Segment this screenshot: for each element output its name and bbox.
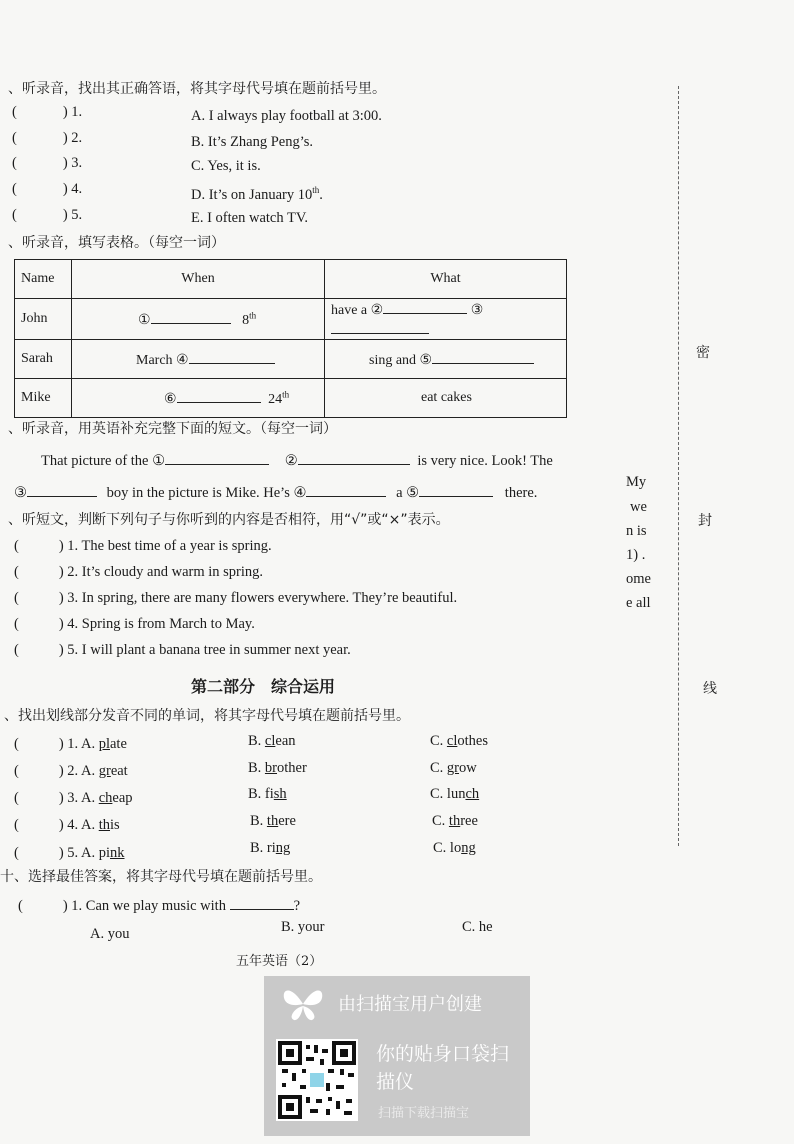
- option-b: B. your: [281, 919, 325, 935]
- list-item: ( ) 2. A. great: [14, 763, 128, 779]
- side-mark: 线: [703, 678, 717, 698]
- section2-heading: 、听录音，填写表格。（每空一词）: [8, 235, 225, 251]
- list-item: ( ) 3. In spring, there are many flowers everywhere. They’re beautiful.: [14, 590, 458, 606]
- bleed-text: we: [630, 499, 647, 515]
- answer-blank: [331, 319, 429, 334]
- section1-heading: 、听录音，找出其正确答语，将其字母代号填在题前括号里。: [8, 81, 386, 97]
- question-1: ( ) 1. Can we play music with ?: [18, 895, 300, 915]
- option-a: A. you: [90, 926, 130, 942]
- answer-blank: [151, 309, 231, 324]
- bleed-text: 1) .: [626, 547, 646, 563]
- option-c: C. long: [433, 840, 476, 856]
- list-item: ( ) 2.: [12, 130, 83, 146]
- cell-what: sing and ⑤: [325, 340, 567, 379]
- list-item: ( ) 4. Spring is from March to May.: [14, 616, 255, 632]
- list-item: ( ) 2. It’s cloudy and warm in spring.: [14, 564, 264, 580]
- list-item: ( ) 3. A. cheap: [14, 790, 133, 806]
- option-b: B. brother: [248, 760, 307, 776]
- list-item: ( ) 1.: [12, 104, 83, 120]
- passage-line-2: ③ boy in the picture is Mike. He’s ④ a ⑤ there.: [14, 482, 537, 502]
- answer-blank: [189, 349, 275, 364]
- section5-heading: 、找出划线部分发音不同的单词，将其字母代号填在题前括号里。: [4, 708, 410, 724]
- cell-name: John: [15, 299, 72, 340]
- side-mark: 密: [696, 342, 710, 362]
- part-title: 第二部分 综合运用: [191, 677, 336, 696]
- bleed-text: n is: [626, 523, 647, 539]
- qr-code-icon: [276, 1039, 358, 1121]
- answer-option: D. It’s on January 10th.: [191, 185, 323, 203]
- header-name: Name: [15, 260, 72, 299]
- bleed-text: My: [626, 474, 647, 490]
- cell-name: Mike: [15, 379, 72, 418]
- bleed-text: ome: [626, 571, 651, 587]
- butterfly-icon: [280, 984, 326, 1024]
- list-item: ( ) 4. A. this: [14, 817, 120, 833]
- table-row: [15, 299, 567, 340]
- answer-blank: [383, 299, 467, 314]
- option-c: C. he: [462, 919, 493, 935]
- answer-option: A. I always play football at 3:00.: [191, 108, 382, 124]
- option-b: B. ring: [250, 840, 291, 856]
- answer-option: E. I often watch TV.: [191, 210, 309, 226]
- list-item: ( ) 3.: [12, 155, 83, 171]
- header-what: What: [325, 260, 567, 299]
- cell-what: have a ② ③: [325, 299, 567, 340]
- cell-name: Sarah: [15, 340, 72, 379]
- list-item: ( ) 5. I will plant a banana tree in summer next year.: [14, 642, 351, 658]
- option-b: B. there: [250, 813, 296, 829]
- section6-heading: 十、选择最佳答案，将其字母代号填在题前括号里。: [0, 869, 322, 885]
- table-row: [15, 340, 567, 379]
- answer-option: B. It’s Zhang Peng’s.: [191, 134, 314, 150]
- answer-blank: [432, 349, 534, 364]
- page-footer: 五年英语（2）: [236, 954, 323, 969]
- section4-heading: 、听短文，判断下列句子与你听到的内容是否相符，用“√”或“×”表示。: [8, 512, 450, 528]
- when-what-table: [14, 259, 567, 418]
- cell-when: ⑥ 24th: [72, 379, 325, 418]
- list-item: ( ) 5.: [12, 207, 83, 223]
- passage-line-1: That picture of the ① ② is very nice. Look! The: [41, 450, 553, 470]
- option-c: C. clothes: [430, 733, 488, 749]
- table-row: [15, 379, 567, 418]
- option-b: B. clean: [248, 733, 296, 749]
- watermark-title: 由扫描宝用户创建: [338, 994, 482, 1015]
- option-b: B. fish: [248, 786, 287, 802]
- answer-blank: [177, 388, 261, 403]
- section3-heading: 、听录音，用英语补充完整下面的短文。（每空一词）: [8, 421, 337, 437]
- answer-option: C. Yes, it is.: [191, 158, 261, 174]
- table-header-row: [15, 260, 567, 299]
- header-when: When: [72, 260, 325, 299]
- list-item: ( ) 5. A. pink: [14, 845, 125, 861]
- binding-line: [678, 86, 679, 846]
- cell-what: eat cakes: [325, 379, 567, 418]
- watermark-download: 扫描下载扫描宝: [378, 1106, 470, 1121]
- list-item: ( ) 4.: [12, 181, 83, 197]
- list-item: ( ) 1. The best time of a year is spring.: [14, 538, 272, 554]
- cell-when: March ④: [72, 340, 325, 379]
- watermark-slogan: 你的贴身口袋扫描仪: [376, 1043, 510, 1093]
- side-mark: 封: [698, 510, 712, 530]
- bleed-text: e all: [626, 595, 651, 611]
- list-item: ( ) 1. A. plate: [14, 736, 127, 752]
- option-c: C. lunch: [430, 786, 480, 802]
- option-c: C. grow: [430, 760, 477, 776]
- cell-when: ① 8th: [72, 299, 325, 340]
- option-c: C. three: [432, 813, 478, 829]
